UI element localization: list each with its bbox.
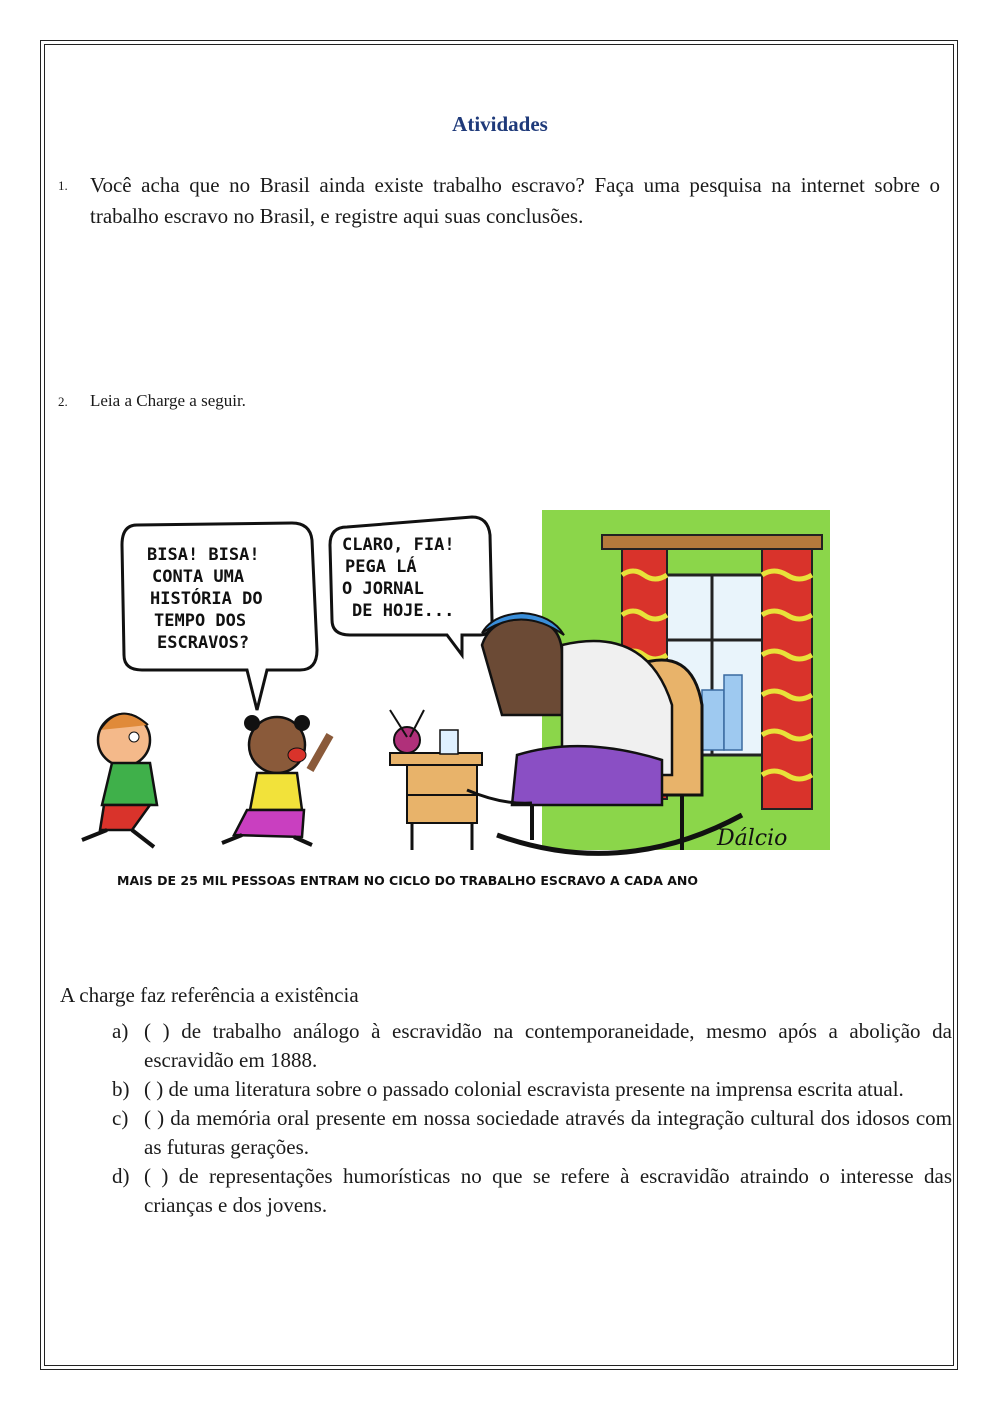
side-table — [390, 710, 482, 850]
bubble-left-line-5: ESCRAVOS? — [157, 633, 250, 653]
option-d-text: ( ) de representações humorísticas no que se refere à escravidão atraindo o interesse das crianças e dos jovens. — [144, 1164, 952, 1217]
question-2-text: Leia a Charge a seguir. — [90, 391, 246, 410]
option-c-label: c) — [112, 1106, 129, 1130]
girl-figure — [222, 715, 330, 845]
cartoon-signature: Dálcio — [717, 826, 788, 851]
question-2 — [58, 390, 940, 412]
option-c[interactable] — [112, 1104, 952, 1162]
curtain-right — [762, 549, 812, 809]
option-b[interactable] — [112, 1075, 952, 1104]
question-2-number: 2. — [58, 394, 68, 409]
option-b-text: ( ) de uma literatura sobre o passado colonial escravista presente na imprensa escrita atual. — [144, 1077, 904, 1101]
question-1-text: Você acha que no Brasil ainda existe trabalho escravo? Faça uma pesquisa na internet sobre o trabalho escravo no Brasil, e registre aqui suas conclusões. — [90, 173, 940, 228]
option-d[interactable] — [112, 1162, 952, 1220]
question-1 — [58, 170, 940, 232]
curtain-rod — [602, 535, 822, 549]
bubble-right-line-2: PEGA LÁ — [345, 557, 417, 577]
bubble-left-line-1: BISA! BISA! — [147, 545, 260, 565]
answer-options — [112, 1017, 952, 1220]
question-stem: A charge faz referência a existência — [60, 983, 359, 1007]
bubble-left-line-3: HISTÓRIA DO — [150, 589, 263, 609]
bubble-left-line-2: CONTA UMA — [152, 567, 245, 587]
option-b-label: b) — [112, 1077, 130, 1101]
option-a[interactable] — [112, 1017, 952, 1075]
cartoon-image — [62, 505, 832, 895]
option-c-text: ( ) da memória oral presente em nossa sociedade através da integração cultural dos idosos com as futuras gerações. — [144, 1106, 952, 1159]
boy-figure — [82, 714, 157, 847]
bubble-right-line-3: O JORNAL — [342, 579, 424, 599]
option-d-label: d) — [112, 1164, 130, 1188]
bubble-left-line-4: TEMPO DOS — [154, 611, 247, 631]
page-title: Atividades — [452, 112, 548, 136]
cartoon-caption: MAIS DE 25 MIL PESSOAS ENTRAM NO CICLO DO TRABALHO ESCRAVO A CADA ANO — [117, 873, 698, 888]
option-a-label: a) — [112, 1019, 129, 1043]
option-a-text: ( ) de trabalho análogo à escravidão na contemporaneidade, mesmo após a abolição da escravidão em 1888. — [144, 1019, 952, 1072]
question-1-number: 1. — [58, 178, 68, 193]
bubble-right-line-4: DE HOJE... — [352, 601, 455, 621]
bubble-right-line-1: CLARO, FIA! — [342, 535, 455, 555]
